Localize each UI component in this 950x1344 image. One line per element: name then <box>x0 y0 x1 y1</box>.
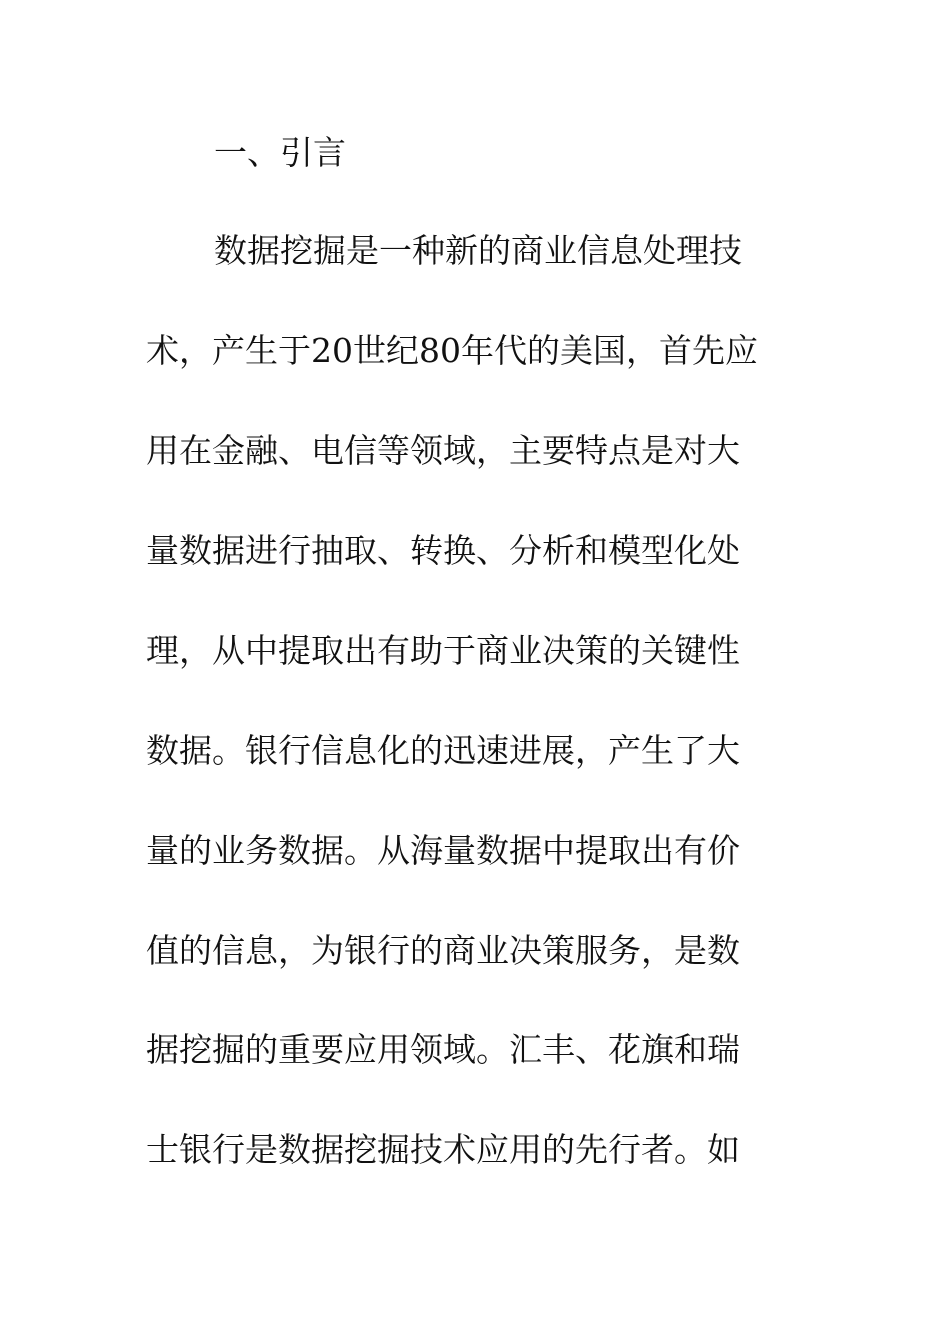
paragraph-line-6: 数据。银行信息化的迅速进展，产生了大 <box>146 731 740 770</box>
paragraph-line-2: 术，产生于20世纪80年代的美国，首先应 <box>146 331 758 370</box>
paragraph-line-9: 据挖掘的重要应用领域。汇丰、花旗和瑞 <box>146 1030 740 1069</box>
paragraph-line-7: 量的业务数据。从海量数据中提取出有价 <box>146 831 740 870</box>
paragraph-line-4: 量数据进行抽取、转换、分析和模型化处 <box>146 531 740 570</box>
paragraph-line-3: 用在金融、电信等领域，主要特点是对大 <box>146 431 740 470</box>
paragraph-line-8: 值的信息，为银行的商业决策服务，是数 <box>146 931 740 970</box>
paragraph-line-10: 士银行是数据挖掘技术应用的先行者。如 <box>146 1130 740 1169</box>
paragraph-line-5: 理，从中提取出有助于商业决策的关键性 <box>146 631 740 670</box>
section-heading: 一、引言 <box>214 133 346 172</box>
paragraph-line-1: 数据挖掘是一种新的商业信息处理技 <box>214 231 742 270</box>
